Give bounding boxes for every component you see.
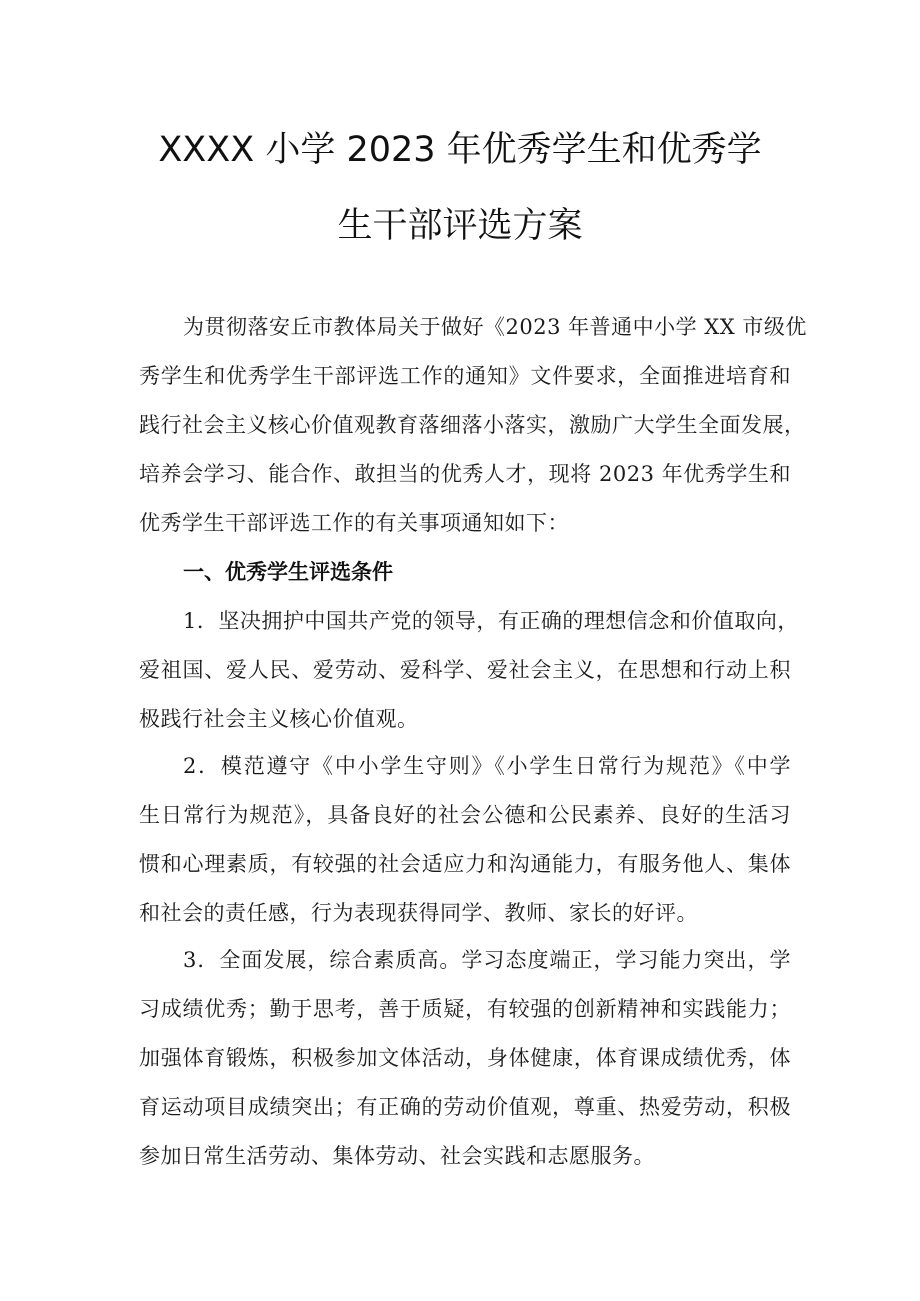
document-title-line-1: XXXX 小学 2023 年优秀学生和优秀学 bbox=[158, 130, 762, 170]
item3-line: 加强体育锻炼，积极参加文体活动，身体健康，体育课成绩优秀，体 bbox=[139, 1046, 791, 1070]
item2-line: 生日常行为规范》，具备良好的社会公德和公民素养、良好的生活习 bbox=[139, 803, 791, 827]
document-title-line-2: 生干部评选方案 bbox=[337, 206, 583, 246]
item1-line: 极践行社会主义核心价值观。 bbox=[139, 707, 419, 731]
section-heading: 一、优秀学生评选条件 bbox=[183, 560, 393, 584]
intro-line: 优秀学生干部评选工作的有关事项通知如下： bbox=[139, 511, 569, 535]
intro-line: 秀学生和优秀学生干部评选工作的通知》文件要求，全面推进培育和 bbox=[139, 364, 791, 388]
intro-line: 为贯彻落安丘市教体局关于做好《2023 年普通中小学 XX 市级优 bbox=[183, 315, 807, 339]
item2-line: 和社会的责任感，行为表现获得同学、教师、家长的好评。 bbox=[139, 901, 698, 925]
item1-line: 爱祖国、爱人民、爱劳动、爱科学、爱社会主义，在思想和行动上积 bbox=[139, 658, 791, 682]
item3-line: 育运动项目成绩突出；有正确的劳动价值观，尊重、热爱劳动，积极 bbox=[139, 1095, 791, 1119]
intro-line: 践行社会主义核心价值观教育落细落小落实，激励广大学生全面发展， bbox=[139, 413, 806, 437]
item2-line: 惯和心理素质，有较强的社会适应力和沟通能力，有服务他人、集体 bbox=[139, 852, 791, 876]
item3-line: 3．全面发展，综合素质高。学习态度端正，学习能力突出，学 bbox=[183, 948, 791, 972]
intro-line: 培养会学习、能合作、敢担当的优秀人才，现将 2023 年优秀学生和 bbox=[139, 462, 791, 486]
item1-line: 1．坚决拥护中国共产党的领导，有正确的理想信念和价值取向， bbox=[183, 609, 799, 633]
item2-line: 2．模范遵守《中小学生守则》《小学生日常行为规范》《中学 bbox=[183, 754, 791, 778]
item3-line: 参加日常生活劳动、集体劳动、社会实践和志愿服务。 bbox=[139, 1144, 655, 1168]
item3-line: 习成绩优秀；勤于思考，善于质疑，有较强的创新精神和实践能力； bbox=[139, 997, 791, 1021]
